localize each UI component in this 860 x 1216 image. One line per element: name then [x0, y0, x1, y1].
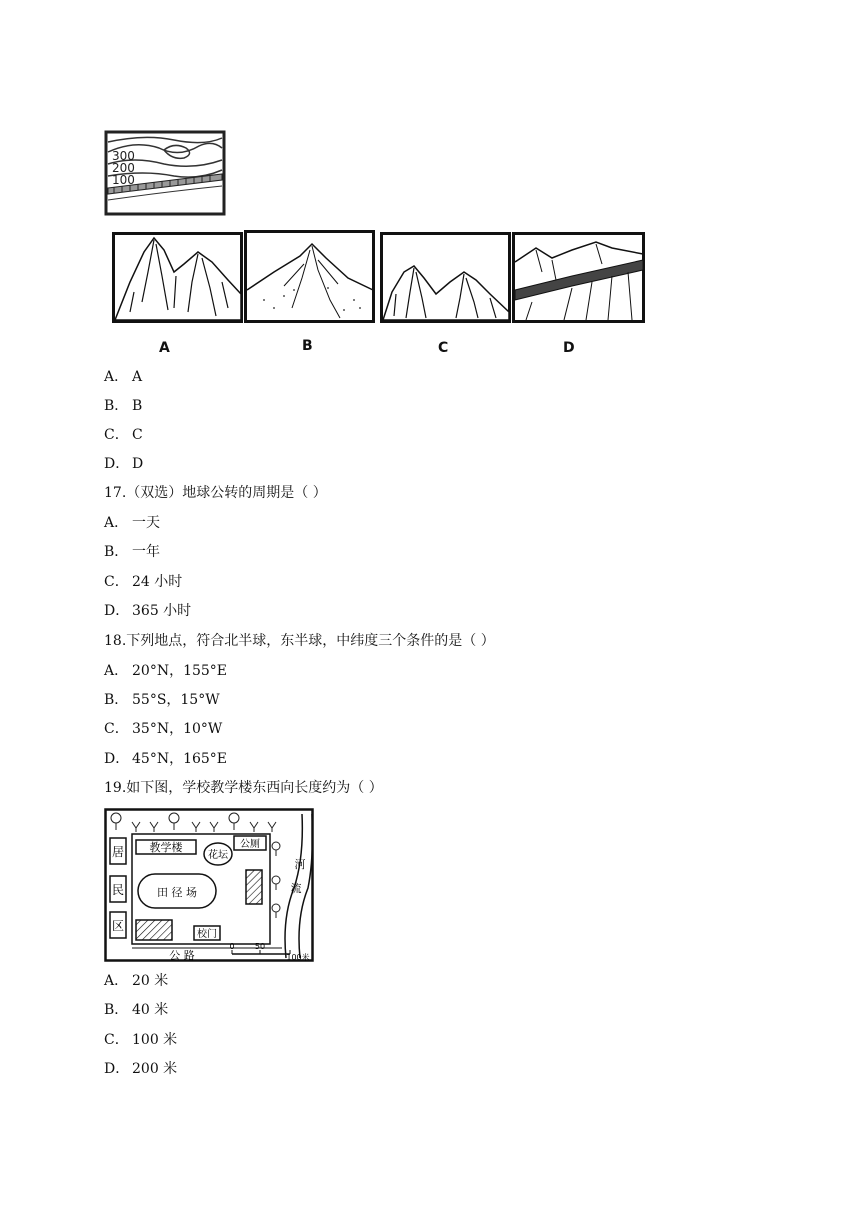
road-label: 公 路	[169, 949, 195, 962]
q17-stem: 17.（双选）地球公转的周期是（ ）	[104, 485, 327, 501]
q19-option-d[interactable]	[104, 1060, 177, 1078]
option-letter: D．	[104, 751, 130, 767]
option-letter: C．	[104, 721, 129, 737]
option-text: 55°S，15°W	[132, 692, 220, 708]
contour-label-200: 200	[112, 161, 135, 175]
q17-option-d[interactable]	[104, 602, 191, 620]
panel-label-b: B	[302, 338, 313, 354]
q19-option-b[interactable]	[104, 1001, 168, 1019]
q18-option-d[interactable]	[104, 750, 227, 768]
option-text: 20 米	[132, 973, 169, 989]
mountain-panel-c	[380, 232, 512, 324]
option-letter: A．	[104, 515, 129, 531]
option-text: 365 小时	[132, 603, 192, 619]
option-letter: B．	[104, 1002, 129, 1018]
track-field-label: 田 径 场	[157, 886, 197, 899]
q18-option-c[interactable]	[104, 720, 222, 738]
q19-option-a[interactable]	[104, 972, 168, 990]
option-text: 100 米	[132, 1032, 178, 1048]
contour-map-figure	[104, 130, 228, 218]
q16-option-d[interactable]	[104, 455, 143, 473]
option-letter: A．	[104, 973, 129, 989]
school-map-figure	[104, 808, 316, 964]
q19-option-c[interactable]	[104, 1031, 177, 1049]
q16-option-b[interactable]	[104, 397, 142, 415]
gate-label: 校门	[197, 929, 217, 940]
river-char-2: 流	[290, 882, 302, 895]
q18-option-a[interactable]	[104, 662, 227, 680]
residential-char-1: 居	[111, 845, 125, 859]
toilet-label: 公厕	[240, 839, 260, 850]
contour-label-100: 100	[112, 173, 135, 187]
q18-option-b[interactable]	[104, 691, 220, 709]
option-text: A	[132, 369, 143, 385]
q17-option-c[interactable]	[104, 573, 182, 591]
option-letter: B．	[104, 544, 129, 560]
panel-label-a: A	[159, 340, 170, 356]
panel-label-c: C	[438, 340, 449, 356]
option-letter: A．	[104, 369, 129, 385]
q16-option-c[interactable]	[104, 426, 143, 444]
option-text: 35°N，10°W	[132, 721, 223, 737]
option-text: B	[132, 398, 143, 414]
option-text: 一天	[132, 515, 160, 531]
option-text: 20°N，155°E	[132, 663, 228, 679]
option-text: C	[132, 427, 143, 443]
mountain-panel-b	[244, 230, 376, 324]
option-letter: D．	[104, 603, 130, 619]
option-text: 一年	[132, 544, 160, 560]
mountain-panel-d	[512, 232, 646, 324]
residential-char-2: 民	[111, 883, 125, 897]
option-text: D	[132, 456, 144, 472]
option-letter: D．	[104, 456, 130, 472]
contour-label-300: 300	[112, 149, 135, 163]
flower-bed-label: 花坛	[208, 850, 228, 861]
scale-label-100m: 100米	[286, 953, 310, 962]
scale-label-0: 0	[229, 942, 235, 951]
option-text: 40 米	[132, 1002, 169, 1018]
mountain-panel-a	[112, 232, 244, 324]
q17-option-a[interactable]	[104, 514, 160, 532]
q19-stem: 19.如下图，学校教学楼东西向长度约为（ ）	[104, 780, 383, 796]
option-text: 45°N，165°E	[132, 751, 228, 767]
option-letter: D．	[104, 1061, 130, 1077]
option-letter: C．	[104, 427, 129, 443]
scale-label-50: 50	[254, 942, 266, 951]
option-letter: A．	[104, 663, 129, 679]
q17-option-b[interactable]	[104, 543, 160, 561]
option-letter: C．	[104, 574, 129, 590]
option-text: 24 小时	[132, 574, 183, 590]
option-letter: B．	[104, 398, 129, 414]
teaching-building-label: 教学楼	[149, 841, 183, 854]
option-letter: C．	[104, 1032, 129, 1048]
panel-label-d: D	[563, 340, 575, 356]
q16-option-a[interactable]	[104, 368, 142, 386]
option-text: 200 米	[132, 1061, 178, 1077]
q18-stem: 18.下列地点，符合北半球，东半球，中纬度三个条件的是（ ）	[104, 633, 495, 649]
residential-char-3: 区	[111, 919, 125, 933]
river-char-1: 河	[294, 858, 306, 871]
option-letter: B．	[104, 692, 129, 708]
